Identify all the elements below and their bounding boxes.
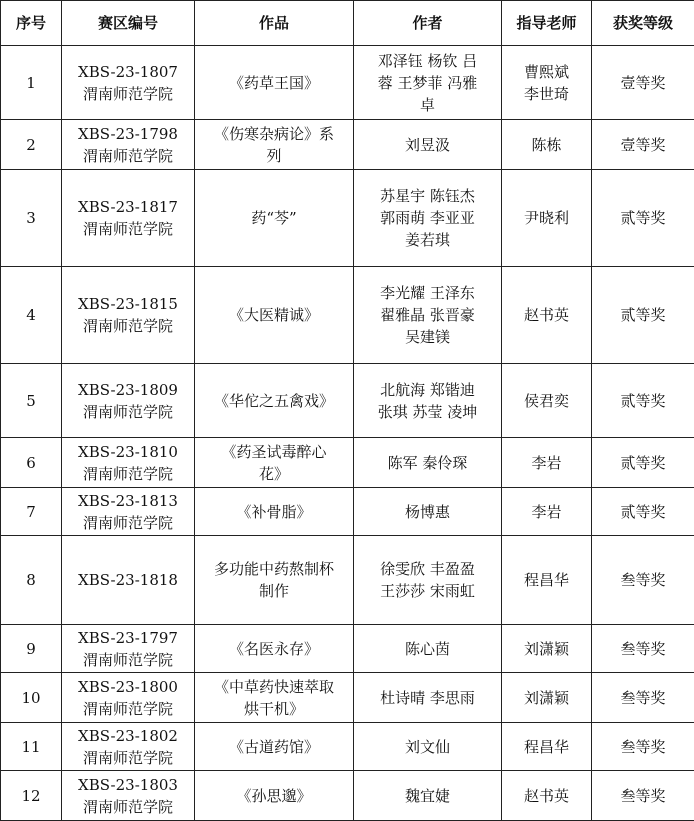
author-line: 卓 — [360, 94, 495, 116]
work-title-line: 《中草药快速萃取 — [201, 676, 347, 698]
teacher-line: 程昌华 — [508, 569, 585, 591]
teacher-line: 李世琦 — [508, 83, 585, 105]
cell-teacher — [502, 364, 592, 438]
author-line: 杜诗晴 李思雨 — [360, 687, 495, 709]
entry-code: XBS-23-1818 — [68, 569, 188, 591]
table-row — [1, 536, 694, 625]
work-title-line: 《孙思邈》 — [201, 785, 347, 807]
work-title-line: 《古道药馆》 — [201, 736, 347, 758]
cell-code — [62, 46, 195, 120]
table-row — [1, 673, 694, 723]
author-line: 吴建镁 — [360, 326, 495, 348]
school-name: 渭南师范学院 — [68, 83, 188, 105]
teacher-line: 程昌华 — [508, 736, 585, 758]
cell-no: 9 — [1, 625, 62, 673]
author-line: 魏宜婕 — [360, 785, 495, 807]
table-row — [1, 771, 694, 821]
entry-code: XBS-23-1815 — [68, 293, 188, 315]
entry-code: XBS-23-1803 — [68, 774, 188, 796]
author-line: 徐雯欣 丰盈盈 — [360, 558, 495, 580]
teacher-line: 赵书英 — [508, 304, 585, 326]
cell-code — [62, 723, 195, 771]
cell-teacher — [502, 536, 592, 625]
cell-author — [354, 536, 502, 625]
author-line: 郭雨萌 李亚亚 — [360, 207, 495, 229]
school-name: 渭南师范学院 — [68, 315, 188, 337]
entry-code: XBS-23-1798 — [68, 123, 188, 145]
author-line: 北航海 郑锴迪 — [360, 379, 495, 401]
table-row — [1, 488, 694, 536]
cell-author — [354, 771, 502, 821]
cell-author — [354, 267, 502, 364]
teacher-line: 侯君奕 — [508, 390, 585, 412]
cell-code — [62, 673, 195, 723]
cell-work — [195, 488, 354, 536]
work-title-line: 制作 — [201, 580, 347, 602]
school-name: 渭南师范学院 — [68, 796, 188, 818]
cell-author — [354, 438, 502, 488]
author-line: 蓉 王梦菲 冯雅 — [360, 72, 495, 94]
author-line: 刘文仙 — [360, 736, 495, 758]
cell-no: 10 — [1, 673, 62, 723]
cell-no: 4 — [1, 267, 62, 364]
table-row — [1, 46, 694, 120]
work-title-line: 《名医永存》 — [201, 638, 347, 660]
cell-teacher — [502, 625, 592, 673]
table-body — [1, 46, 694, 821]
cell-award: 叁等奖 — [592, 673, 694, 723]
cell-code — [62, 267, 195, 364]
cell-teacher — [502, 267, 592, 364]
table-row — [1, 170, 694, 267]
header-teacher: 指导老师 — [502, 1, 592, 46]
school-name: 渭南师范学院 — [68, 463, 188, 485]
cell-work — [195, 536, 354, 625]
cell-code — [62, 625, 195, 673]
cell-work — [195, 625, 354, 673]
cell-no: 7 — [1, 488, 62, 536]
work-title-line: 《药草王国》 — [201, 72, 347, 94]
work-title-line: 《华佗之五禽戏》 — [201, 390, 347, 412]
entry-code: XBS-23-1817 — [68, 196, 188, 218]
teacher-line: 刘潇颖 — [508, 687, 585, 709]
author-line: 张琪 苏莹 凌坤 — [360, 401, 495, 423]
cell-work — [195, 364, 354, 438]
cell-award: 贰等奖 — [592, 364, 694, 438]
school-name: 渭南师范学院 — [68, 218, 188, 240]
cell-work — [195, 170, 354, 267]
author-line: 邓泽钰 杨钦 吕 — [360, 50, 495, 72]
cell-author — [354, 625, 502, 673]
work-title-line: 烘干机》 — [201, 698, 347, 720]
table-row — [1, 723, 694, 771]
cell-award: 叁等奖 — [592, 771, 694, 821]
teacher-line: 李岩 — [508, 501, 585, 523]
cell-code — [62, 771, 195, 821]
header-code: 赛区编号 — [62, 1, 195, 46]
cell-code — [62, 170, 195, 267]
entry-code: XBS-23-1810 — [68, 441, 188, 463]
cell-award: 叁等奖 — [592, 536, 694, 625]
cell-teacher — [502, 488, 592, 536]
work-title-line: 《大医精诚》 — [201, 304, 347, 326]
cell-award: 贰等奖 — [592, 267, 694, 364]
header-no: 序号 — [1, 1, 62, 46]
header-author: 作者 — [354, 1, 502, 46]
author-line: 姜若琪 — [360, 229, 495, 251]
school-name: 渭南师范学院 — [68, 145, 188, 167]
table-row — [1, 625, 694, 673]
cell-code — [62, 364, 195, 438]
cell-no: 3 — [1, 170, 62, 267]
work-title-line: 花》 — [201, 463, 347, 485]
cell-author — [354, 488, 502, 536]
table-row — [1, 267, 694, 364]
cell-teacher — [502, 120, 592, 170]
teacher-line: 陈栋 — [508, 134, 585, 156]
teacher-line: 赵书英 — [508, 785, 585, 807]
cell-author — [354, 120, 502, 170]
cell-teacher — [502, 438, 592, 488]
author-line: 翟雅晶 张晋豪 — [360, 304, 495, 326]
work-title-line: 药“芩” — [201, 207, 347, 229]
author-line: 刘昱汲 — [360, 134, 495, 156]
teacher-line: 曹熙斌 — [508, 61, 585, 83]
cell-teacher — [502, 170, 592, 267]
cell-author — [354, 46, 502, 120]
cell-code — [62, 438, 195, 488]
cell-author — [354, 364, 502, 438]
cell-work — [195, 120, 354, 170]
author-line: 杨博惠 — [360, 501, 495, 523]
cell-code — [62, 536, 195, 625]
cell-award: 壹等奖 — [592, 120, 694, 170]
school-name: 渭南师范学院 — [68, 512, 188, 534]
author-line: 苏星宇 陈钰杰 — [360, 185, 495, 207]
cell-work — [195, 771, 354, 821]
entry-code: XBS-23-1809 — [68, 379, 188, 401]
cell-award: 贰等奖 — [592, 170, 694, 267]
cell-teacher — [502, 46, 592, 120]
work-title-line: 列 — [201, 145, 347, 167]
cell-work — [195, 723, 354, 771]
cell-no: 1 — [1, 46, 62, 120]
table-row — [1, 120, 694, 170]
cell-author — [354, 673, 502, 723]
cell-no: 5 — [1, 364, 62, 438]
cell-award: 叁等奖 — [592, 625, 694, 673]
school-name: 渭南师范学院 — [68, 747, 188, 769]
author-line: 陈军 秦伶琛 — [360, 452, 495, 474]
entry-code: XBS-23-1800 — [68, 676, 188, 698]
author-line: 李光耀 王泽东 — [360, 282, 495, 304]
entry-code: XBS-23-1807 — [68, 61, 188, 83]
cell-no: 8 — [1, 536, 62, 625]
cell-award: 贰等奖 — [592, 488, 694, 536]
cell-work — [195, 267, 354, 364]
work-title-line: 多功能中药熬制杯 — [201, 558, 347, 580]
table-row — [1, 438, 694, 488]
work-title-line: 《伤寒杂病论》系 — [201, 123, 347, 145]
school-name: 渭南师范学院 — [68, 698, 188, 720]
cell-no: 12 — [1, 771, 62, 821]
cell-teacher — [502, 673, 592, 723]
cell-teacher — [502, 723, 592, 771]
teacher-line: 李岩 — [508, 452, 585, 474]
cell-teacher — [502, 771, 592, 821]
cell-author — [354, 170, 502, 267]
cell-work — [195, 438, 354, 488]
header-award: 获奖等级 — [592, 1, 694, 46]
entry-code: XBS-23-1813 — [68, 490, 188, 512]
cell-code — [62, 488, 195, 536]
cell-author — [354, 723, 502, 771]
cell-work — [195, 673, 354, 723]
work-title-line: 《药圣试毒醉心 — [201, 441, 347, 463]
cell-award: 壹等奖 — [592, 46, 694, 120]
cell-work — [195, 46, 354, 120]
table-row — [1, 364, 694, 438]
header-row — [1, 1, 694, 46]
cell-award: 贰等奖 — [592, 438, 694, 488]
header-work: 作品 — [195, 1, 354, 46]
work-title-line: 《补骨脂》 — [201, 501, 347, 523]
author-line: 陈心茵 — [360, 638, 495, 660]
entry-code: XBS-23-1797 — [68, 627, 188, 649]
cell-no: 6 — [1, 438, 62, 488]
school-name: 渭南师范学院 — [68, 649, 188, 671]
cell-no: 11 — [1, 723, 62, 771]
school-name: 渭南师范学院 — [68, 401, 188, 423]
cell-code — [62, 120, 195, 170]
author-line: 王莎莎 宋雨虹 — [360, 580, 495, 602]
cell-award: 叁等奖 — [592, 723, 694, 771]
cell-no: 2 — [1, 120, 62, 170]
entry-code: XBS-23-1802 — [68, 725, 188, 747]
teacher-line: 刘潇颖 — [508, 638, 585, 660]
teacher-line: 尹晓利 — [508, 207, 585, 229]
